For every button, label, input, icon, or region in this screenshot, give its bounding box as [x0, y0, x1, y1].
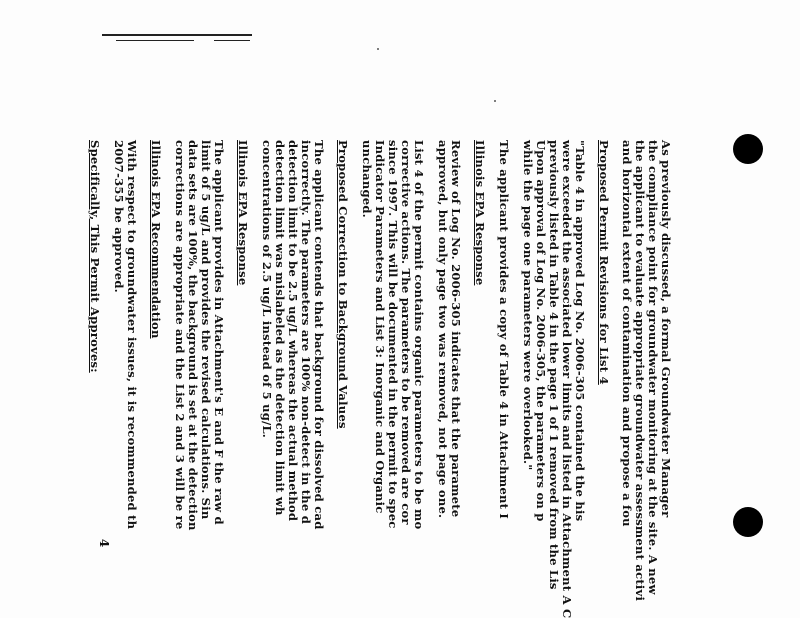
page-number: 4 — [97, 538, 112, 548]
text-line: approved, but only page two was removed, not page one. — [436, 140, 450, 519]
text-line: limit of 5 ug/L and provides the revised calculations. Sin — [199, 140, 213, 520]
text-line: the compliance point for groundwater monitoring at the site. A new — [646, 140, 660, 595]
section-heading: Illinois EPA Response — [236, 140, 250, 286]
text-line: data sets are 100%, the background is set at the detection — [186, 140, 200, 531]
text-line: corrective actions. The parameters to be removed are cor — [399, 140, 413, 525]
text-line: With respect to groundwater issues, it is recommended th — [125, 140, 139, 530]
document-body — [88, 140, 673, 618]
text-line: The applicant contends that background for dissolved cad — [312, 140, 326, 530]
punch-hole-top — [733, 134, 763, 164]
text-line: "Table 4 in approved Log No. 2006-305 contained the his — [573, 140, 587, 522]
section-heading: Proposed Correction to Background Values — [336, 140, 350, 429]
scan-mark-line — [214, 40, 250, 41]
punch-hole-bottom — [733, 507, 763, 537]
text-line: and horizontal extent of contamination and propose a fou — [620, 140, 634, 527]
section-heading: Specifically, This Permit Approves: — [88, 140, 102, 373]
text-line: while the page one parameters were overlooked." — [521, 140, 535, 471]
text-line: were exceeded the associated lower limits and listed in Attachment A C — [560, 140, 574, 618]
text-line: unchanged. — [360, 140, 374, 218]
text-line: The applicant provides a copy of Table 4 in Attachment I — [497, 140, 511, 520]
text-line: corrections are appropriate and the List 2 and 3 will be re — [173, 140, 187, 530]
scan-mark-line — [116, 40, 194, 41]
text-line: List 4 of the permit contains organic parameters to be mo — [412, 140, 426, 530]
section-heading: Illinois EPA Response — [473, 140, 487, 286]
scan-mark-line — [102, 34, 252, 36]
text-line: concentrations of 2.5 ug/L instead of 5 ug/L. — [260, 140, 274, 439]
text-line: previously listed in Table 4 in the page 1 of 1 removed from the Lis — [547, 140, 561, 590]
text-line: Review of Log No. 2006-305 indicates that the paramete — [449, 140, 463, 518]
section-heading: Illinois EPA Recommendation — [149, 140, 163, 339]
text-line: the applicant to evaluate appropriate groundwater assessment activi — [633, 140, 647, 602]
text-line: The applicant provides in Attachment's E and F the raw d — [212, 140, 226, 525]
text-line: incorrectly. The parameters are 100% non-detect in the d — [299, 140, 313, 524]
text-line: Indicator Parameters and List 3: Inorganic and Organic — [373, 140, 387, 514]
text-line: 2007-355 be approved. — [112, 140, 126, 293]
text-line: detection limit was mislabeled as the detection limit wh — [273, 140, 287, 516]
text-line: detection limit to be 2.5 ug/L whereas the actual method — [286, 140, 300, 522]
scan-speck — [377, 48, 379, 50]
section-heading: Proposed Permit Revisions for List 4 — [597, 140, 611, 385]
text-line: since 1997. This will be documented in the permit to spec — [386, 140, 400, 529]
text-line: As previously discussed, a formal Groundwater Manager — [659, 140, 673, 518]
text-line: Upon approval of Log No. 2006-305, the parameters on p — [534, 140, 548, 522]
scan-speck — [494, 100, 496, 102]
